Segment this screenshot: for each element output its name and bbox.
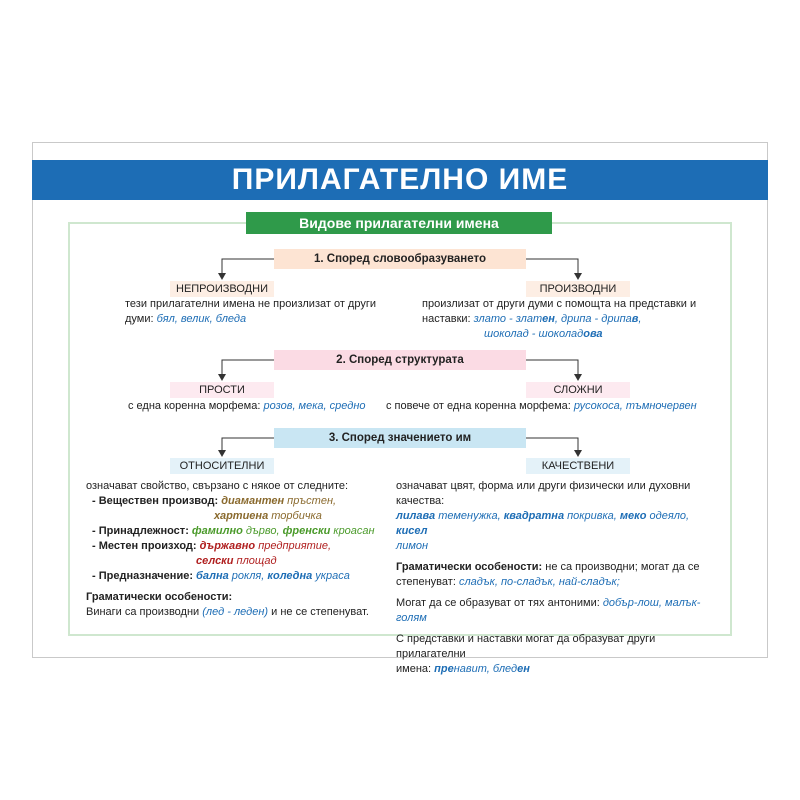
relative-item-material: - Веществен производ: диамантен пръстен,: [92, 495, 337, 507]
relative-text: [86, 479, 386, 620]
derived-line2: наставки: злато - златен, дрипа - дрипав,: [422, 313, 642, 325]
compound-examples: русокоса, тъмночервен: [573, 400, 697, 412]
non-derived-line2: думи: бял, велик, бледа: [125, 313, 247, 325]
relative-item-purpose: - Предназначение: бална рокля, коледна украса: [92, 570, 350, 582]
non-derived-text: [125, 297, 425, 327]
non-derived-examples: бял, велик, бледа: [156, 313, 247, 325]
relative-item-material-2: хартиена торбичка: [214, 510, 322, 522]
section-heading-meaning: 3. Според значението им: [274, 428, 526, 448]
section-heading-derivation: 1. Според словообразуването: [274, 249, 526, 269]
qualitative-derive-2: имена: пренавит, бледен: [396, 663, 530, 675]
qualitative-examples: лилава теменужка, квадратна покривка, меко одеяло, кисел: [396, 510, 690, 537]
simple-text: с една коренна морфема: розов, мека, средно: [128, 400, 366, 412]
qualitative-intro-1: означават цвят, форма или други физически или духовни: [396, 480, 691, 492]
qualitative-antonyms: Могат да се образуват от тях антоними: добър-лош, малък-голям: [396, 597, 701, 624]
relative-gram-heading: Граматически особености:: [86, 591, 233, 603]
relative-item-origin: - Местен произход: държавно предприятие,: [92, 540, 332, 552]
relative-item-origin-2: селски площад: [196, 555, 277, 567]
label-simple: ПРОСТИ: [170, 382, 274, 398]
label-relative: ОТНОСИТЕЛНИ: [170, 458, 274, 474]
qualitative-text: [396, 479, 722, 677]
qualitative-intro-2: качества:: [396, 495, 445, 507]
subtitle-bar: Видове прилагателни имена: [246, 212, 552, 234]
label-qualitative: КАЧЕСТВЕНИ: [526, 458, 630, 474]
section-heading-structure: 2. Според структурата: [274, 350, 526, 370]
relative-item-belonging: - Принадлежност: фамилно дърво, френски кроасан: [92, 525, 375, 537]
qualitative-derive-1: С представки и наставки могат да образуват други прилагателни: [396, 633, 656, 660]
page-title: ПРИЛАГАТЕЛНО ИМЕ: [32, 160, 768, 200]
qualitative-gram-2: степенуват: сладък, по-сладък, най-сладък;: [396, 576, 620, 588]
derived-text: [422, 297, 722, 342]
relative-intro: означават свойство, свързано с някое от следните:: [86, 480, 349, 492]
qualitative-gram: Граматически особености: не са производни; могат да се: [396, 561, 700, 573]
derived-line3: шоколад - шоколадова: [484, 328, 603, 340]
derived-line1: произлизат от други думи с помощта на представки и: [422, 298, 697, 310]
non-derived-line1: тези прилагателни имена не произлизат от други: [125, 298, 376, 310]
simple-examples: розов, мека, средно: [263, 400, 366, 412]
qualitative-examples-2: лимон: [396, 540, 429, 552]
relative-gram-text: Винаги са производни (лед - леден) и не се степенуват.: [86, 606, 369, 618]
label-derived: ПРОИЗВОДНИ: [526, 281, 630, 297]
label-non-derived: НЕПРОИЗВОДНИ: [170, 281, 274, 297]
compound-text: с повече от една коренна морфема: русокоса, тъмночервен: [386, 400, 697, 412]
label-compound: СЛОЖНИ: [526, 382, 630, 398]
